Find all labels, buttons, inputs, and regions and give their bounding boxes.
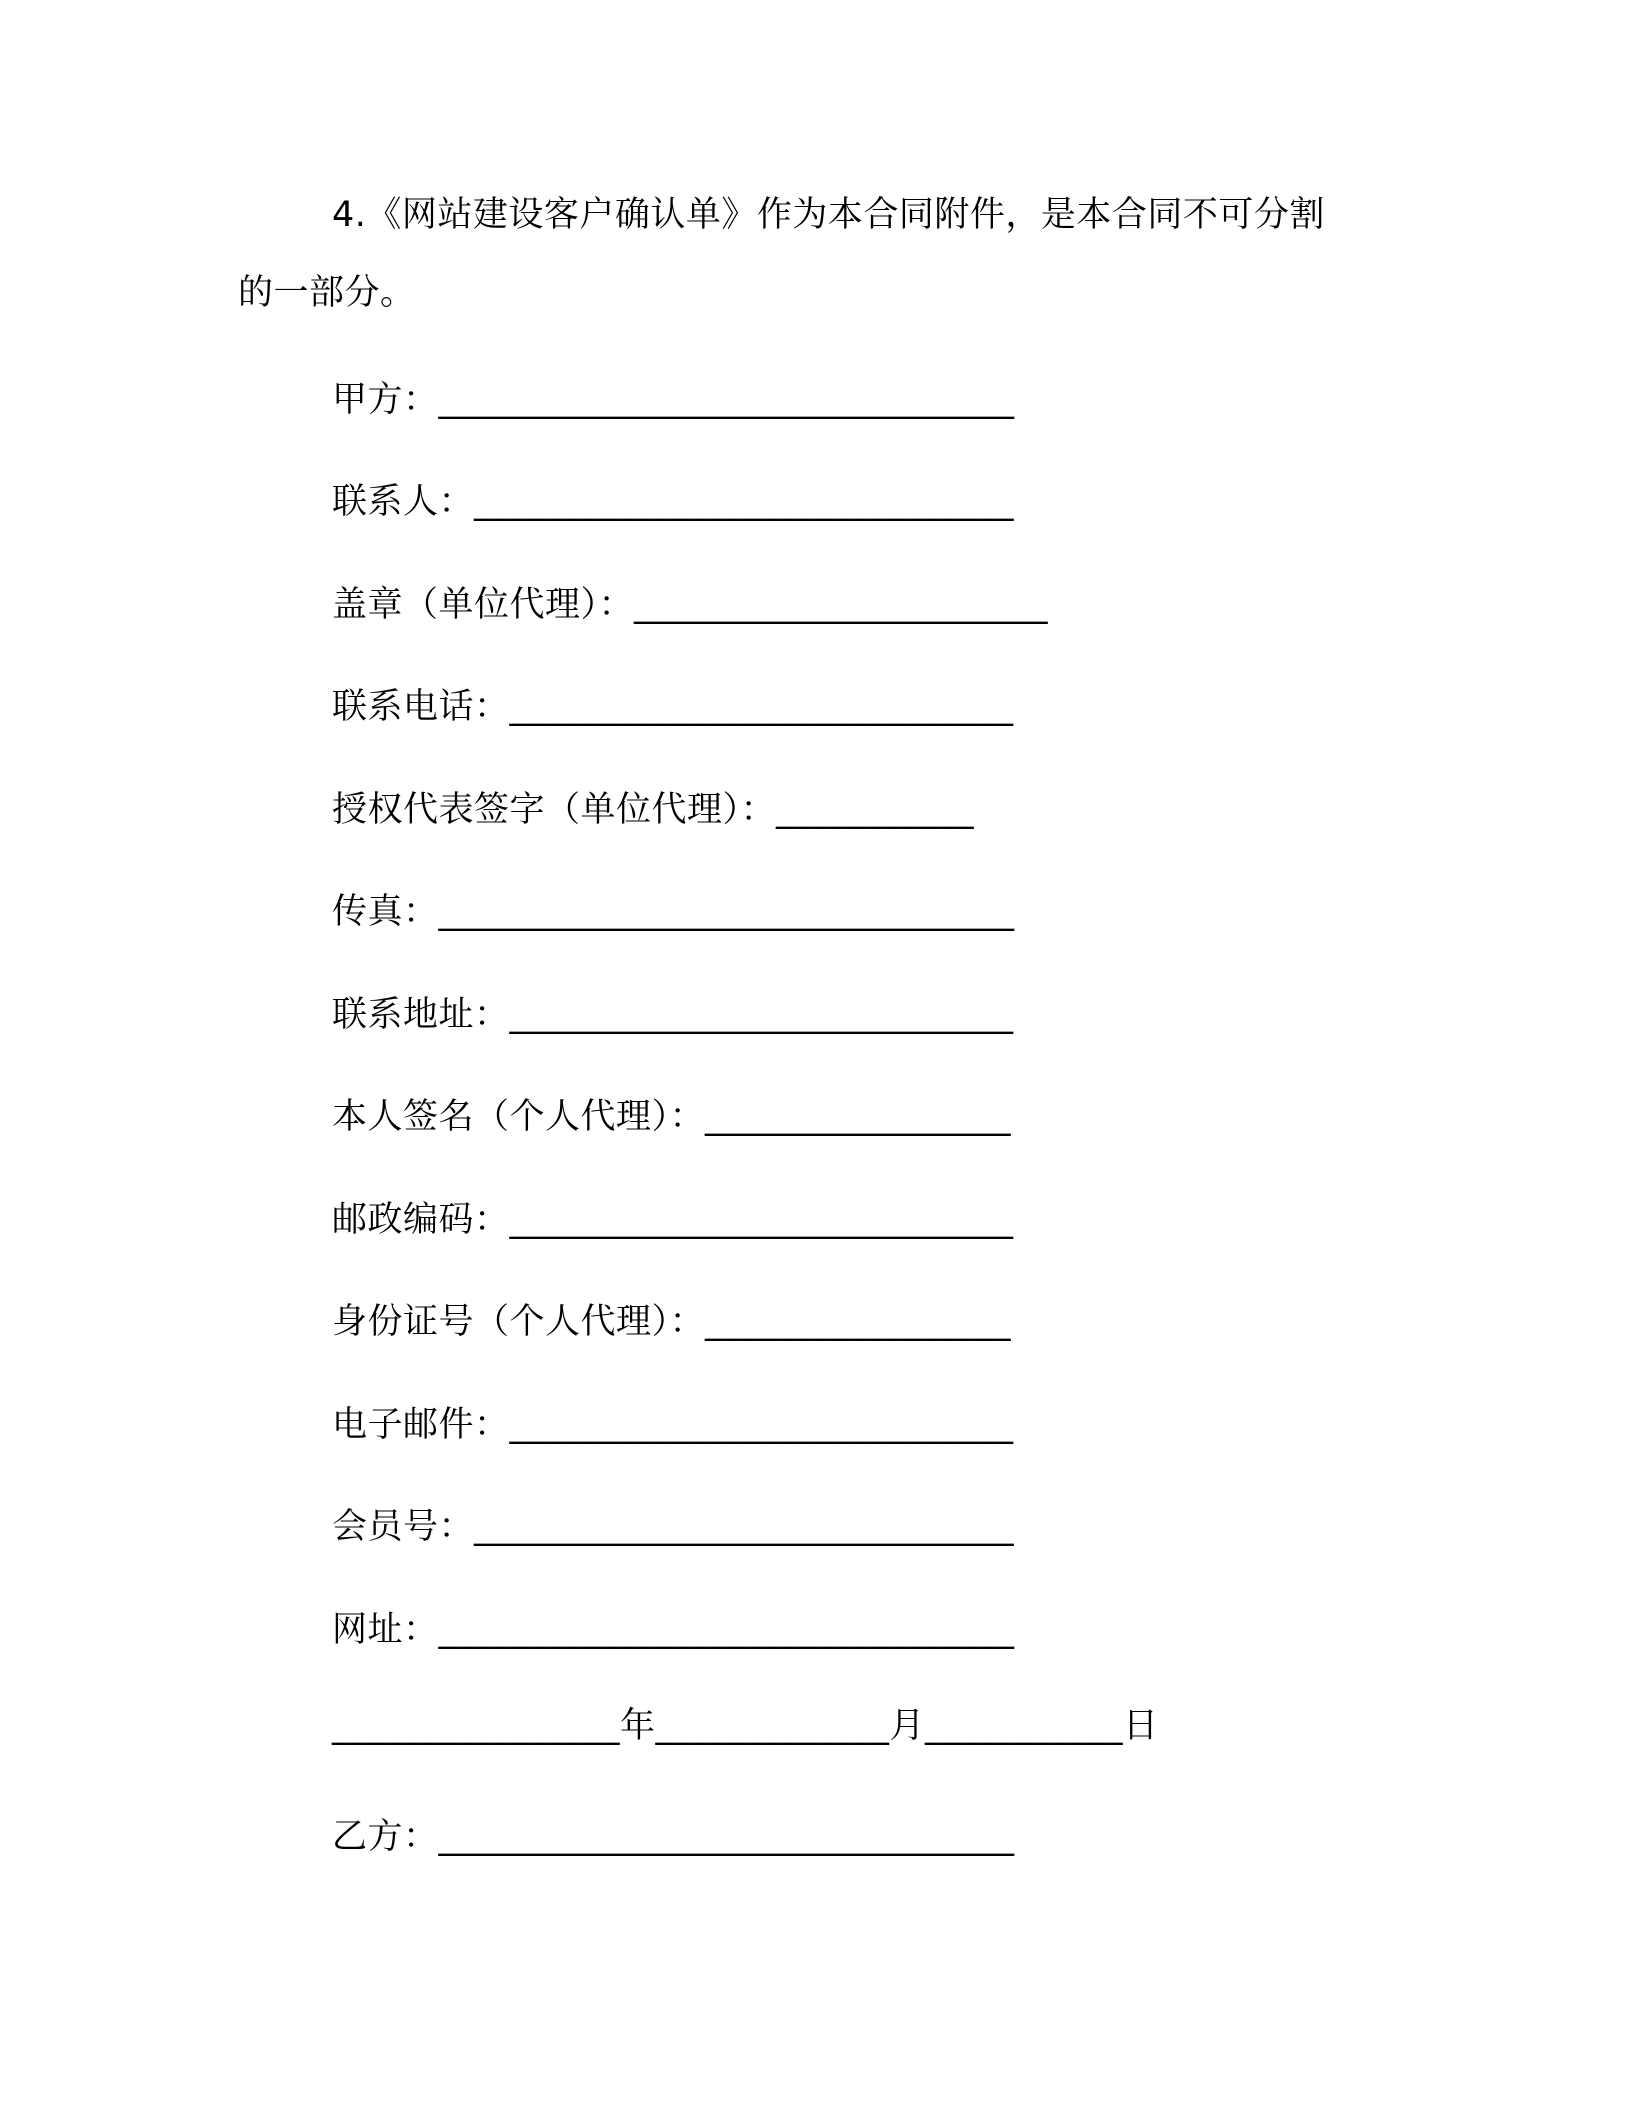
fax-field: 传真：________________________________ — [332, 892, 1015, 932]
website-field: 网址：________________________________ — [332, 1610, 1015, 1650]
seal-field: 盖章（单位代理）：_______________________ — [332, 585, 1049, 625]
personal-signature-field: 本人签名（个人代理）：_________________ — [332, 1097, 1012, 1137]
party-b-field: 乙方：________________________________ — [332, 1817, 1015, 1857]
clause-line-1: 4.《网站建设客户确认单》作为本合同附件，是本合同不可分割 — [332, 195, 1325, 235]
id-number-field: 身份证号（个人代理）：_________________ — [332, 1302, 1012, 1342]
authorized-signature-field: 授权代表签字（单位代理）：___________ — [332, 790, 975, 830]
contact-person-field: 联系人：______________________________ — [332, 482, 1015, 522]
clause-line-2: 的一部分。 — [238, 273, 416, 313]
contact-address-field: 联系地址：____________________________ — [332, 995, 1014, 1035]
contact-phone-field: 联系电话：____________________________ — [332, 687, 1014, 727]
postal-code-field: 邮政编码：____________________________ — [332, 1200, 1014, 1240]
member-number-field: 会员号：______________________________ — [332, 1507, 1015, 1547]
party-a-field: 甲方：________________________________ — [332, 380, 1015, 420]
date-field: ________________年_____________月___________日 — [332, 1706, 1159, 1746]
email-field: 电子邮件：____________________________ — [332, 1405, 1014, 1445]
